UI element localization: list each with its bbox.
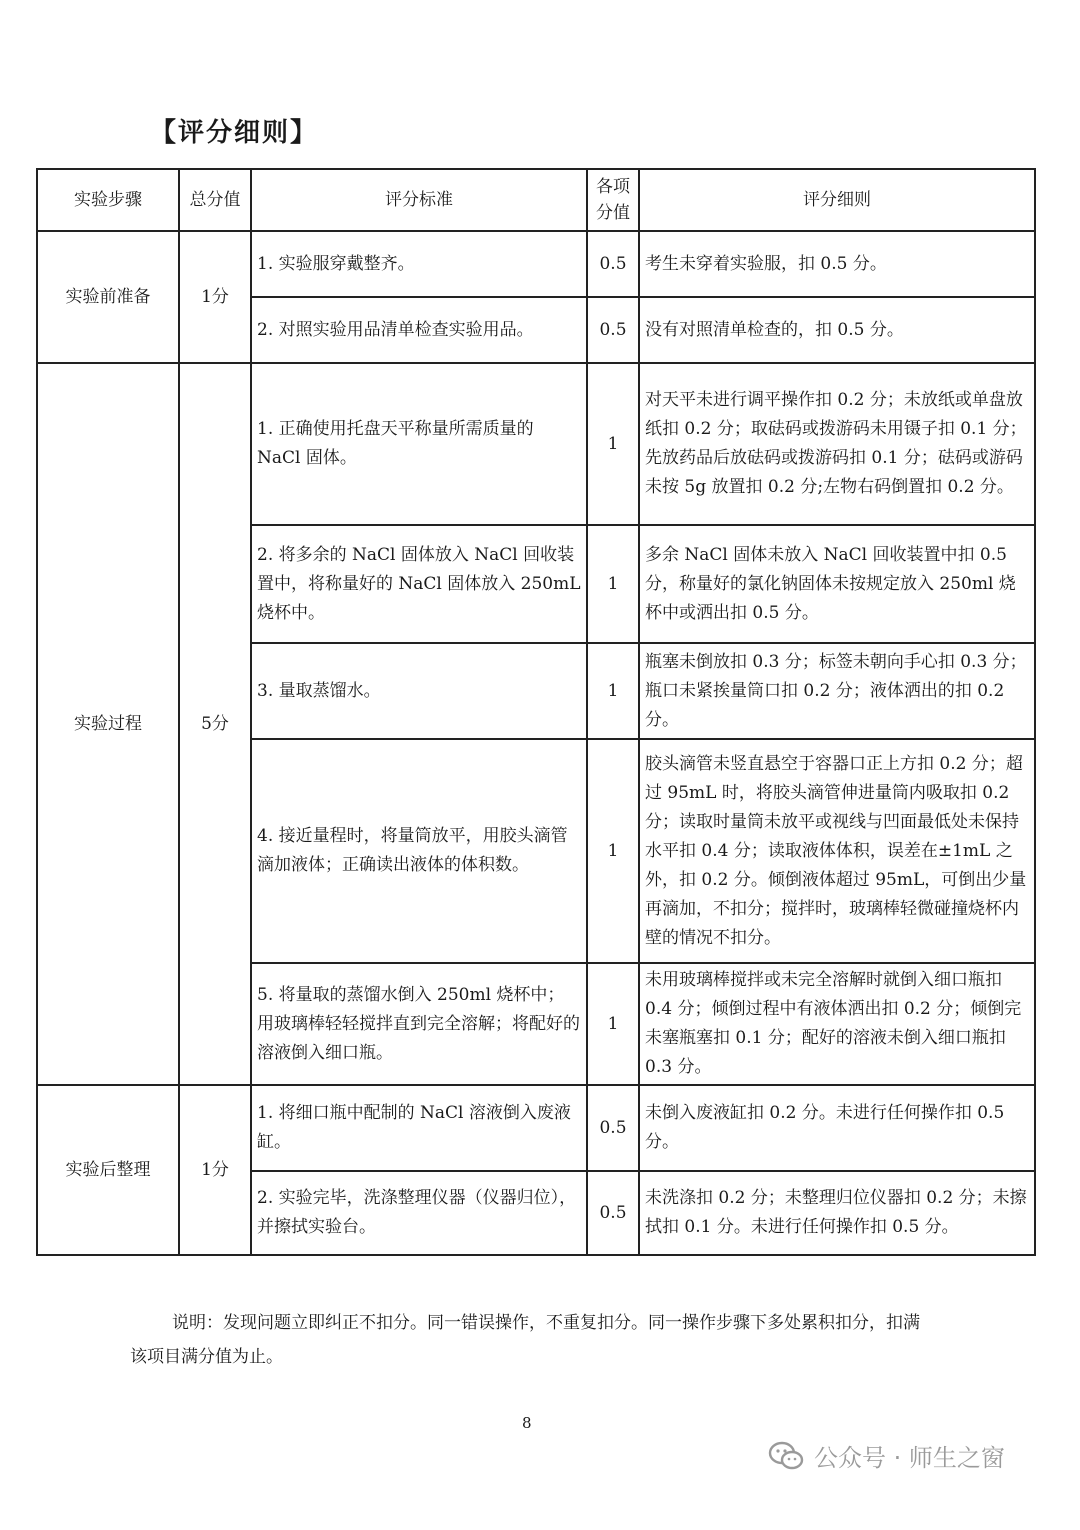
details-cell: 对天平未进行调平操作扣 0.2 分；未放纸或单盘放纸扣 0.2 分；取砝码或拨游码未用镊子扣 0.1 分；先放药品后放砝码或拨游码扣 0.1 分；砝码或游码未按 5g 放置扣 0.2 分;左物右码倒置扣 0.2 分。 (639, 363, 1035, 525)
page-title: 【评分细则】 (150, 118, 319, 148)
details-cell: 没有对照清单检查的，扣 0.5 分。 (639, 297, 1035, 363)
table-row (37, 231, 1035, 297)
criteria-cell: 5. 将量取的蒸馏水倒入 250ml 烧杯中；用玻璃棒轻轻搅拌直到完全溶解；将配好的溶液倒入细口瓶。 (251, 963, 587, 1085)
table-row (37, 363, 1035, 525)
details-cell: 瓶塞未倒放扣 0.3 分；标签未朝向手心扣 0.3 分；瓶口未紧挨量筒口扣 0.2 分；液体洒出的扣 0.2 分。 (639, 643, 1035, 739)
details-cell: 未倒入废液缸扣 0.2 分。未进行任何操作扣 0.5 分。 (639, 1085, 1035, 1171)
watermark-text: 公众号 · 师生之窗 (814, 1444, 1005, 1472)
item-score-cell: 1 (587, 363, 639, 525)
item-score-cell: 0.5 (587, 297, 639, 363)
item-score-cell: 1 (587, 963, 639, 1085)
section-total-score: 5分 (179, 363, 251, 1085)
section-step-name: 实验前准备 (37, 231, 179, 363)
details-cell: 未用玻璃棒搅拌或未完全溶解时就倒入细口瓶扣 0.4 分；倾倒过程中有液体洒出扣 0.2 分；倾倒完未塞瓶塞扣 0.1 分；配好的溶液未倒入细口瓶扣 0.3 分。 (639, 963, 1035, 1085)
item-score-cell: 1 (587, 643, 639, 739)
watermark (768, 1438, 1005, 1473)
criteria-cell: 2. 对照实验用品清单检查实验用品。 (251, 297, 587, 363)
section-step-name: 实验过程 (37, 363, 179, 1085)
footnote: 说明：发现问题立即纠正不扣分。同一错误操作，不重复扣分。同一操作步骤下多处累积扣分，扣满该项目满分值为止。 (130, 1313, 920, 1367)
criteria-cell: 2. 将多余的 NaCl 固体放入 NaCl 回收装置中，将称量好的 NaCl 固体放入 250mL 烧杯中。 (251, 525, 587, 643)
details-cell: 考生未穿着实验服，扣 0.5 分。 (639, 231, 1035, 297)
item-score-cell: 0.5 (587, 1171, 639, 1255)
scoring-table (36, 168, 1036, 1256)
item-score-cell: 1 (587, 525, 639, 643)
table-row (37, 1085, 1035, 1171)
header-step: 实验步骤 (37, 169, 179, 231)
page-number: 8 (522, 1414, 532, 1432)
header-item-score: 各项分值 (587, 169, 639, 231)
details-cell: 多余 NaCl 固体未放入 NaCl 回收装置中扣 0.5 分，称量好的氯化钠固体未按规定放入 250ml 烧杯中或洒出扣 0.5 分。 (639, 525, 1035, 643)
table-header-row (37, 169, 1035, 231)
header-criteria: 评分标准 (251, 169, 587, 231)
details-cell: 未洗涤扣 0.2 分；未整理归位仪器扣 0.2 分；未擦拭扣 0.1 分。未进行任何操作扣 0.5 分。 (639, 1171, 1035, 1255)
item-score-cell: 1 (587, 739, 639, 963)
criteria-cell: 1. 将细口瓶中配制的 NaCl 溶液倒入废液缸。 (251, 1085, 587, 1171)
criteria-cell: 3. 量取蒸馏水。 (251, 643, 587, 739)
header-details: 评分细则 (639, 169, 1035, 231)
details-cell: 胶头滴管未竖直悬空于容器口正上方扣 0.2 分；超过 95mL 时，将胶头滴管伸进量筒内吸取扣 0.2 分；读取时量筒未放平或视线与凹面最低处未保持水平扣 0.4 分；读取液体体积，误差在±1mL 之外，扣 0.2 分。倾倒液体超过 95mL，可倒出少量再滴加，不扣分；搅拌时，玻璃棒轻微碰撞烧杯内壁的情况不扣分。 (639, 739, 1035, 963)
criteria-cell: 1. 实验服穿戴整齐。 (251, 231, 587, 297)
criteria-cell: 4. 接近量程时，将量筒放平，用胶头滴管滴加液体；正确读出液体的体积数。 (251, 739, 587, 963)
item-score-cell: 0.5 (587, 231, 639, 297)
criteria-cell: 2. 实验完毕，洗涤整理仪器（仪器归位），并擦拭实验台。 (251, 1171, 587, 1255)
section-step-name: 实验后整理 (37, 1085, 179, 1255)
header-total-score: 总分值 (179, 169, 251, 231)
section-total-score: 1分 (179, 1085, 251, 1255)
section-total-score: 1分 (179, 231, 251, 363)
wechat-icon (768, 1441, 804, 1471)
item-score-cell: 0.5 (587, 1085, 639, 1171)
criteria-cell: 1. 正确使用托盘天平称量所需质量的 NaCl 固体。 (251, 363, 587, 525)
